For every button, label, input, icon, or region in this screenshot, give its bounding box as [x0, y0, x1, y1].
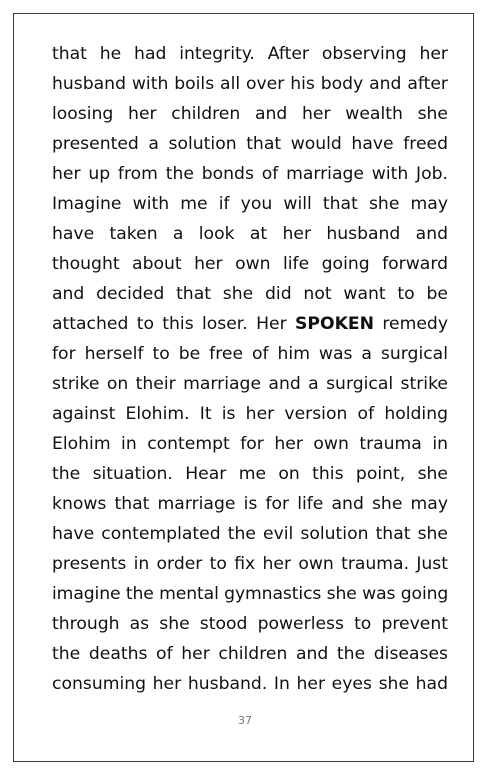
text-line-with-emphasis: [52, 309, 448, 339]
page-number: 37: [238, 714, 252, 727]
text-line: have taken a look at her husband and: [52, 224, 448, 244]
text-segment: remedy: [374, 314, 448, 334]
text-segment: attached to this loser. Her: [52, 314, 295, 334]
text-line: for herself to be free of him was a surgical: [52, 344, 448, 364]
text-line: the situation. Hear me on this point, she: [52, 464, 448, 484]
text-line: against Elohim. It is her version of holding: [52, 404, 448, 424]
text-line: presented a solution that would have freed: [52, 134, 448, 154]
emphasized-word: SPOKEN: [294, 314, 375, 334]
text-line: the deaths of her children and the diseases: [52, 644, 448, 664]
text-line: that he had integrity. After observing her: [52, 44, 448, 64]
text-line: presents in order to fix her own trauma. Just: [52, 554, 448, 574]
text-line: through as she stood powerless to prevent: [52, 614, 448, 634]
text-line: her up from the bonds of marriage with Job.: [52, 164, 448, 184]
text-line: Elohim in contempt for her own trauma in: [52, 434, 448, 454]
text-line: imagine the mental gymnastics she was going: [52, 584, 448, 604]
text-line: strike on their marriage and a surgical strike: [52, 374, 448, 394]
text-line: thought about her own life going forward: [52, 254, 448, 274]
text-line: and decided that she did not want to be: [52, 284, 448, 304]
text-line: have contemplated the evil solution that she: [52, 524, 448, 544]
text-line: consuming her husband. In her eyes she had: [52, 674, 448, 694]
text-line: Imagine with me if you will that she may: [52, 194, 448, 214]
body-text: [52, 39, 448, 699]
text-line: husband with boils all over his body and after: [52, 74, 448, 94]
text-line: loosing her children and her wealth she: [52, 104, 448, 124]
text-line: knows that marriage is for life and she may: [52, 494, 448, 514]
